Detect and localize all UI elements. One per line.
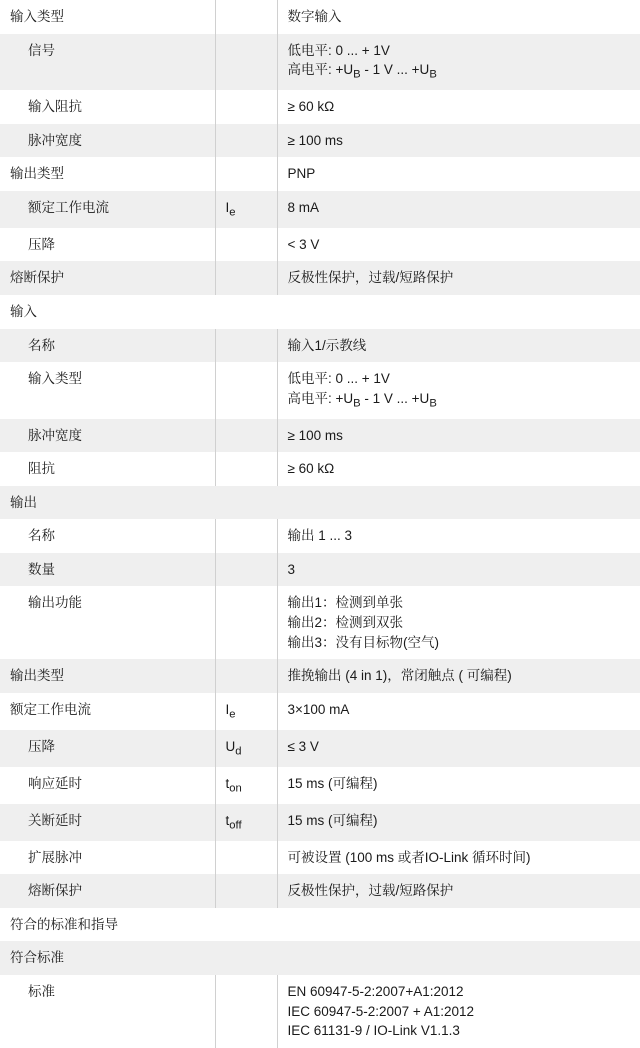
section-row xyxy=(0,295,640,329)
table-row xyxy=(0,804,640,841)
row-value xyxy=(277,975,640,1048)
section-label: 符合的标准和指导 xyxy=(0,908,640,942)
row-value-line: 输出1：检测到单张 xyxy=(287,595,404,611)
table-row xyxy=(0,124,640,158)
table-row xyxy=(0,586,640,659)
row-symbol xyxy=(215,659,277,693)
row-value xyxy=(277,419,640,453)
row-value xyxy=(277,34,640,91)
table-row xyxy=(0,553,640,587)
row-symbol xyxy=(215,586,277,659)
row-label: 熔断保护 xyxy=(0,874,215,908)
row-label: 输出类型 xyxy=(0,157,215,191)
row-value-line: 输入1/示教线 xyxy=(287,337,367,353)
row-value-line: 反极性保护，过载/短路保护 xyxy=(287,883,454,899)
row-value xyxy=(277,0,640,34)
table-row xyxy=(0,34,640,91)
row-symbol xyxy=(215,228,277,262)
table-row xyxy=(0,228,640,262)
table-row xyxy=(0,841,640,875)
row-label: 输出功能 xyxy=(0,586,215,659)
row-value xyxy=(277,329,640,363)
row-symbol xyxy=(215,124,277,158)
row-symbol: $U_d$ xyxy=(215,730,277,767)
row-value-line: 输出2：检测到双张 xyxy=(287,615,404,630)
row-symbol xyxy=(215,419,277,453)
row-value-line: ≥ 100 ms xyxy=(287,427,343,443)
row-symbol xyxy=(215,261,277,295)
row-value xyxy=(277,767,640,804)
section-label: 输入 xyxy=(0,295,640,329)
row-value-line: 3×100 mA xyxy=(287,701,350,717)
row-symbol xyxy=(215,519,277,553)
row-symbol: $I_e$ xyxy=(215,191,277,228)
row-value-line: 3 xyxy=(287,561,296,577)
row-label: 脉冲宽度 xyxy=(0,124,215,158)
row-symbol xyxy=(215,34,277,91)
row-label: 输入阻抗 xyxy=(0,90,215,124)
table-row xyxy=(0,519,640,553)
row-symbol xyxy=(215,0,277,34)
row-value-line: 低电平: 0 ... + 1V xyxy=(287,42,390,58)
table-row xyxy=(0,693,640,730)
row-label: 名称 xyxy=(0,519,215,553)
row-label: 数量 xyxy=(0,553,215,587)
row-label: 压降 xyxy=(0,228,215,262)
row-label: 标准 xyxy=(0,975,215,1048)
row-value-line: 高电平: $+U_B - 1$ V ... $+U_B$ xyxy=(287,62,437,81)
table-row xyxy=(0,261,640,295)
row-symbol xyxy=(215,452,277,486)
row-value-line: 低电平: 0 ... + 1V xyxy=(287,371,390,387)
row-value xyxy=(277,157,640,191)
table-row xyxy=(0,0,640,34)
table-row xyxy=(0,452,640,486)
row-value-line: ≥ 60 kΩ xyxy=(287,99,335,115)
row-label: 脉冲宽度 xyxy=(0,419,215,453)
row-label: 名称 xyxy=(0,329,215,363)
row-value xyxy=(277,90,640,124)
section-label: 符合标准 xyxy=(0,941,640,975)
table-row xyxy=(0,157,640,191)
row-label: 关断延时 xyxy=(0,804,215,841)
row-value xyxy=(277,586,640,659)
row-value xyxy=(277,228,640,262)
table-row xyxy=(0,329,640,363)
row-value xyxy=(277,693,640,730)
row-label: 熔断保护 xyxy=(0,261,215,295)
row-symbol xyxy=(215,841,277,875)
row-value-line: EN 60947-5-2:2007+A1:2012 xyxy=(287,983,464,999)
row-value-line: < 3 V xyxy=(287,236,320,252)
row-label: 额定工作电流 xyxy=(0,693,215,730)
row-label: 输出类型 xyxy=(0,659,215,693)
row-symbol: $t_{off}$ xyxy=(215,804,277,841)
section-row xyxy=(0,908,640,942)
row-value-line: ≥ 100 ms xyxy=(287,132,343,148)
row-symbol xyxy=(215,553,277,587)
row-label: 响应延时 xyxy=(0,767,215,804)
row-symbol xyxy=(215,362,277,419)
row-value-line: 数字输入 xyxy=(287,9,342,24)
row-value-line: 输出 1 ... 3 xyxy=(287,528,353,544)
row-label: 输入类型 xyxy=(0,362,215,419)
section-row xyxy=(0,486,640,520)
row-value xyxy=(277,191,640,228)
section-label: 输出 xyxy=(0,486,640,520)
table-row xyxy=(0,767,640,804)
row-value xyxy=(277,553,640,587)
row-value-line: 推挽输出 (4 in 1)，常闭触点 ( 可编程) xyxy=(287,668,512,684)
row-value-line: 可被设置 (100 ms 或者IO-Link 循环时间) xyxy=(287,849,531,865)
row-value xyxy=(277,261,640,295)
table-row xyxy=(0,874,640,908)
table-row xyxy=(0,659,640,693)
row-symbol xyxy=(215,874,277,908)
row-value xyxy=(277,659,640,693)
table-row xyxy=(0,90,640,124)
row-value-line: 反极性保护，过载/短路保护 xyxy=(287,270,454,286)
row-value-line: ≤ 3 V xyxy=(287,738,319,754)
row-symbol: $t_{on}$ xyxy=(215,767,277,804)
row-label: 信号 xyxy=(0,34,215,91)
row-value xyxy=(277,804,640,841)
row-symbol xyxy=(215,975,277,1048)
section-row xyxy=(0,941,640,975)
row-value xyxy=(277,124,640,158)
row-symbol xyxy=(215,329,277,363)
row-symbol: $I_e$ xyxy=(215,693,277,730)
row-value-line: 输出3：没有目标物(空气) xyxy=(287,634,439,650)
row-symbol xyxy=(215,90,277,124)
row-value-line: ≥ 60 kΩ xyxy=(287,461,335,477)
row-label: 压降 xyxy=(0,730,215,767)
table-row xyxy=(0,975,640,1048)
row-value-line: IEC 60947-5-2:2007 + A1:2012 xyxy=(287,1003,475,1019)
table-row xyxy=(0,362,640,419)
row-value xyxy=(277,874,640,908)
row-label: 扩展脉冲 xyxy=(0,841,215,875)
row-label: 输入类型 xyxy=(0,0,215,34)
row-value-line: 高电平: $+U_B - 1$ V ... $+U_B$ xyxy=(287,390,437,410)
row-value-line: 15 ms (可编程) xyxy=(287,775,378,791)
row-value-line: 8 mA xyxy=(287,199,320,215)
row-value xyxy=(277,730,640,767)
row-label: 阻抗 xyxy=(0,452,215,486)
row-value-line: 15 ms (可编程) xyxy=(287,812,378,828)
table-row xyxy=(0,191,640,228)
row-value xyxy=(277,452,640,486)
table-row xyxy=(0,419,640,453)
row-value xyxy=(277,362,640,419)
row-symbol xyxy=(215,157,277,191)
row-value xyxy=(277,841,640,875)
row-value-line: IEC 61131-9 / IO-Link V1.1.3 xyxy=(287,1023,460,1039)
table-row xyxy=(0,730,640,767)
row-label: 额定工作电流 xyxy=(0,191,215,228)
row-value-line: PNP xyxy=(287,166,316,182)
row-value xyxy=(277,519,640,553)
